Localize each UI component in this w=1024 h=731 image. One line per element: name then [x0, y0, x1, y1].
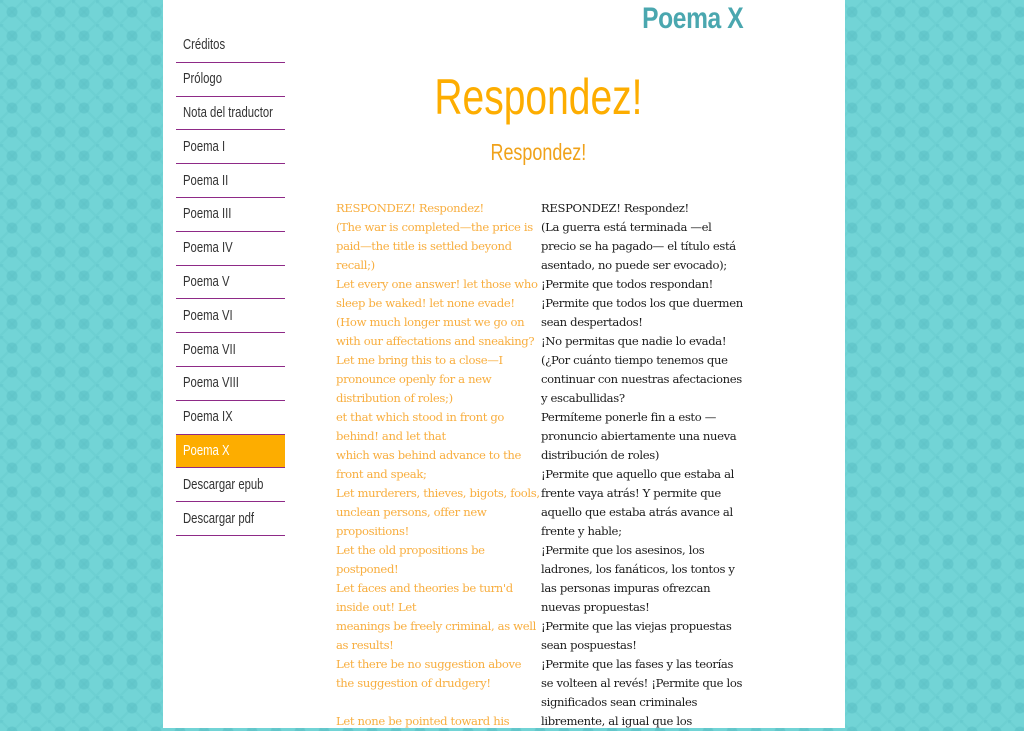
site-title: Poema X — [641, 2, 743, 35]
sidebar-item-poema-ii[interactable] — [176, 164, 285, 198]
poem-line: Let murderers, thieves, bigots, fools, unclean persons, offer new propositions! — [336, 486, 540, 538]
sidebar-item-label: Créditos — [183, 37, 226, 54]
sidebar-item-poema-viii[interactable] — [176, 367, 285, 401]
poem-line: et that which stood in front go behind! and let that — [336, 410, 505, 443]
sidebar-item-poema-vi[interactable] — [176, 299, 285, 333]
sidebar-item-label: Poema X — [183, 442, 230, 459]
poem-line: (The war is completed—the price is paid—the title is settled beyond recall;) — [336, 220, 533, 272]
sidebar-item-label: Poema V — [183, 273, 230, 290]
sidebar-item-créditos[interactable] — [176, 29, 285, 63]
poem-heading — [163, 68, 845, 126]
poem-line: which was behind advance to the front and speak; — [336, 448, 522, 481]
sidebar-item-label: Poema II — [183, 172, 229, 189]
poem-subheading-text: Respondez! — [490, 139, 586, 165]
poem-line: ¡Permite que todos los que duermen sean despertados! — [541, 296, 743, 329]
poem-line: ¡Permite que las fases y las teorías se volteen al revés! ¡Permite que los significados sean criminales libremente, al igual que los — [541, 657, 743, 728]
sidebar-item-poema-ix[interactable] — [176, 401, 285, 435]
sidebar-item-poema-x[interactable] — [176, 435, 285, 469]
sidebar-item-label: Poema VII — [183, 341, 236, 358]
poem-heading-text: Respondez! — [433, 69, 643, 125]
sidebar-item-label: Poema VI — [183, 307, 233, 324]
poem-line: Permíteme ponerle fin a esto — pronuncio abiertamente una nueva distribución de roles) — [541, 410, 737, 462]
poem-line: Let every one answer! let those who sleep be waked! let none evade! — [336, 277, 538, 310]
poem-line: Let faces and theories be turn'd inside out! Let — [336, 581, 513, 614]
sidebar-item-label: Prólogo — [183, 71, 222, 88]
sidebar-item-poema-v[interactable] — [176, 266, 285, 300]
sidebar-item-label: Poema IX — [183, 409, 233, 426]
sidebar-item-label: Descargar epub — [183, 476, 264, 493]
sidebar-item-label: Poema I — [183, 138, 226, 155]
page-container — [163, 0, 845, 728]
poem-line: (La guerra está terminada —el precio se ha pagado— el título está asentado, no puede ser evocado); — [541, 220, 736, 272]
english-column — [336, 199, 540, 731]
poem-line — [336, 693, 540, 712]
spanish-column — [541, 199, 745, 731]
sidebar-item-label: Descargar pdf — [183, 510, 255, 527]
sidebar-item-poema-iv[interactable] — [176, 232, 285, 266]
sidebar-item-descargar-epub[interactable] — [176, 468, 285, 502]
poem-line: meanings be freely criminal, as well as results! — [336, 619, 536, 652]
poem-subheading — [163, 139, 845, 166]
poem-line: ¡Permite que los asesinos, los ladrones, los fanáticos, los tontos y las personas impuras ofrezcan nuevas propuestas! — [541, 543, 735, 614]
sidebar-item-descargar-pdf[interactable] — [176, 502, 285, 536]
sidebar-item-label: Nota del traductor — [183, 104, 273, 121]
sidebar-item-poema-vii[interactable] — [176, 333, 285, 367]
poem-line: ¡No permitas que nadie lo evada! — [541, 334, 727, 348]
sidebar-item-poema-iii[interactable] — [176, 198, 285, 232]
poem-line: RESPONDEZ! Respondez! — [336, 201, 484, 215]
poem-line: ¡Permite que todos respondan! — [541, 277, 713, 291]
poem-line: RESPONDEZ! Respondez! — [541, 201, 689, 215]
sidebar-item-label: Poema III — [183, 206, 232, 223]
poem-line: (How much longer must we go on with our affectations and sneaking? — [336, 315, 535, 348]
sidebar-item-label: Poema VIII — [183, 375, 239, 392]
poem-line: Let none be pointed toward his — [336, 714, 510, 728]
poem-line: Let the old propositions be postponed! — [336, 543, 485, 576]
sidebar-item-label: Poema IV — [183, 240, 233, 257]
poem-line: (¿Por cuánto tiempo tenemos que continuar con nuestras afectaciones y escabullidas? — [541, 353, 742, 405]
poem-line: ¡Permite que aquello que estaba al frente vaya atrás! Y permite que aquello que estaba atrás avance al frente y hable; — [541, 467, 734, 538]
poem-line: Let me bring this to a close—I pronounce openly for a new distribution of roles;) — [336, 353, 503, 405]
poem-line: Let there be no suggestion above the suggestion of drudgery! — [336, 657, 522, 690]
poem-line: ¡Permite que las viejas propuestas sean pospuestas! — [541, 619, 732, 652]
